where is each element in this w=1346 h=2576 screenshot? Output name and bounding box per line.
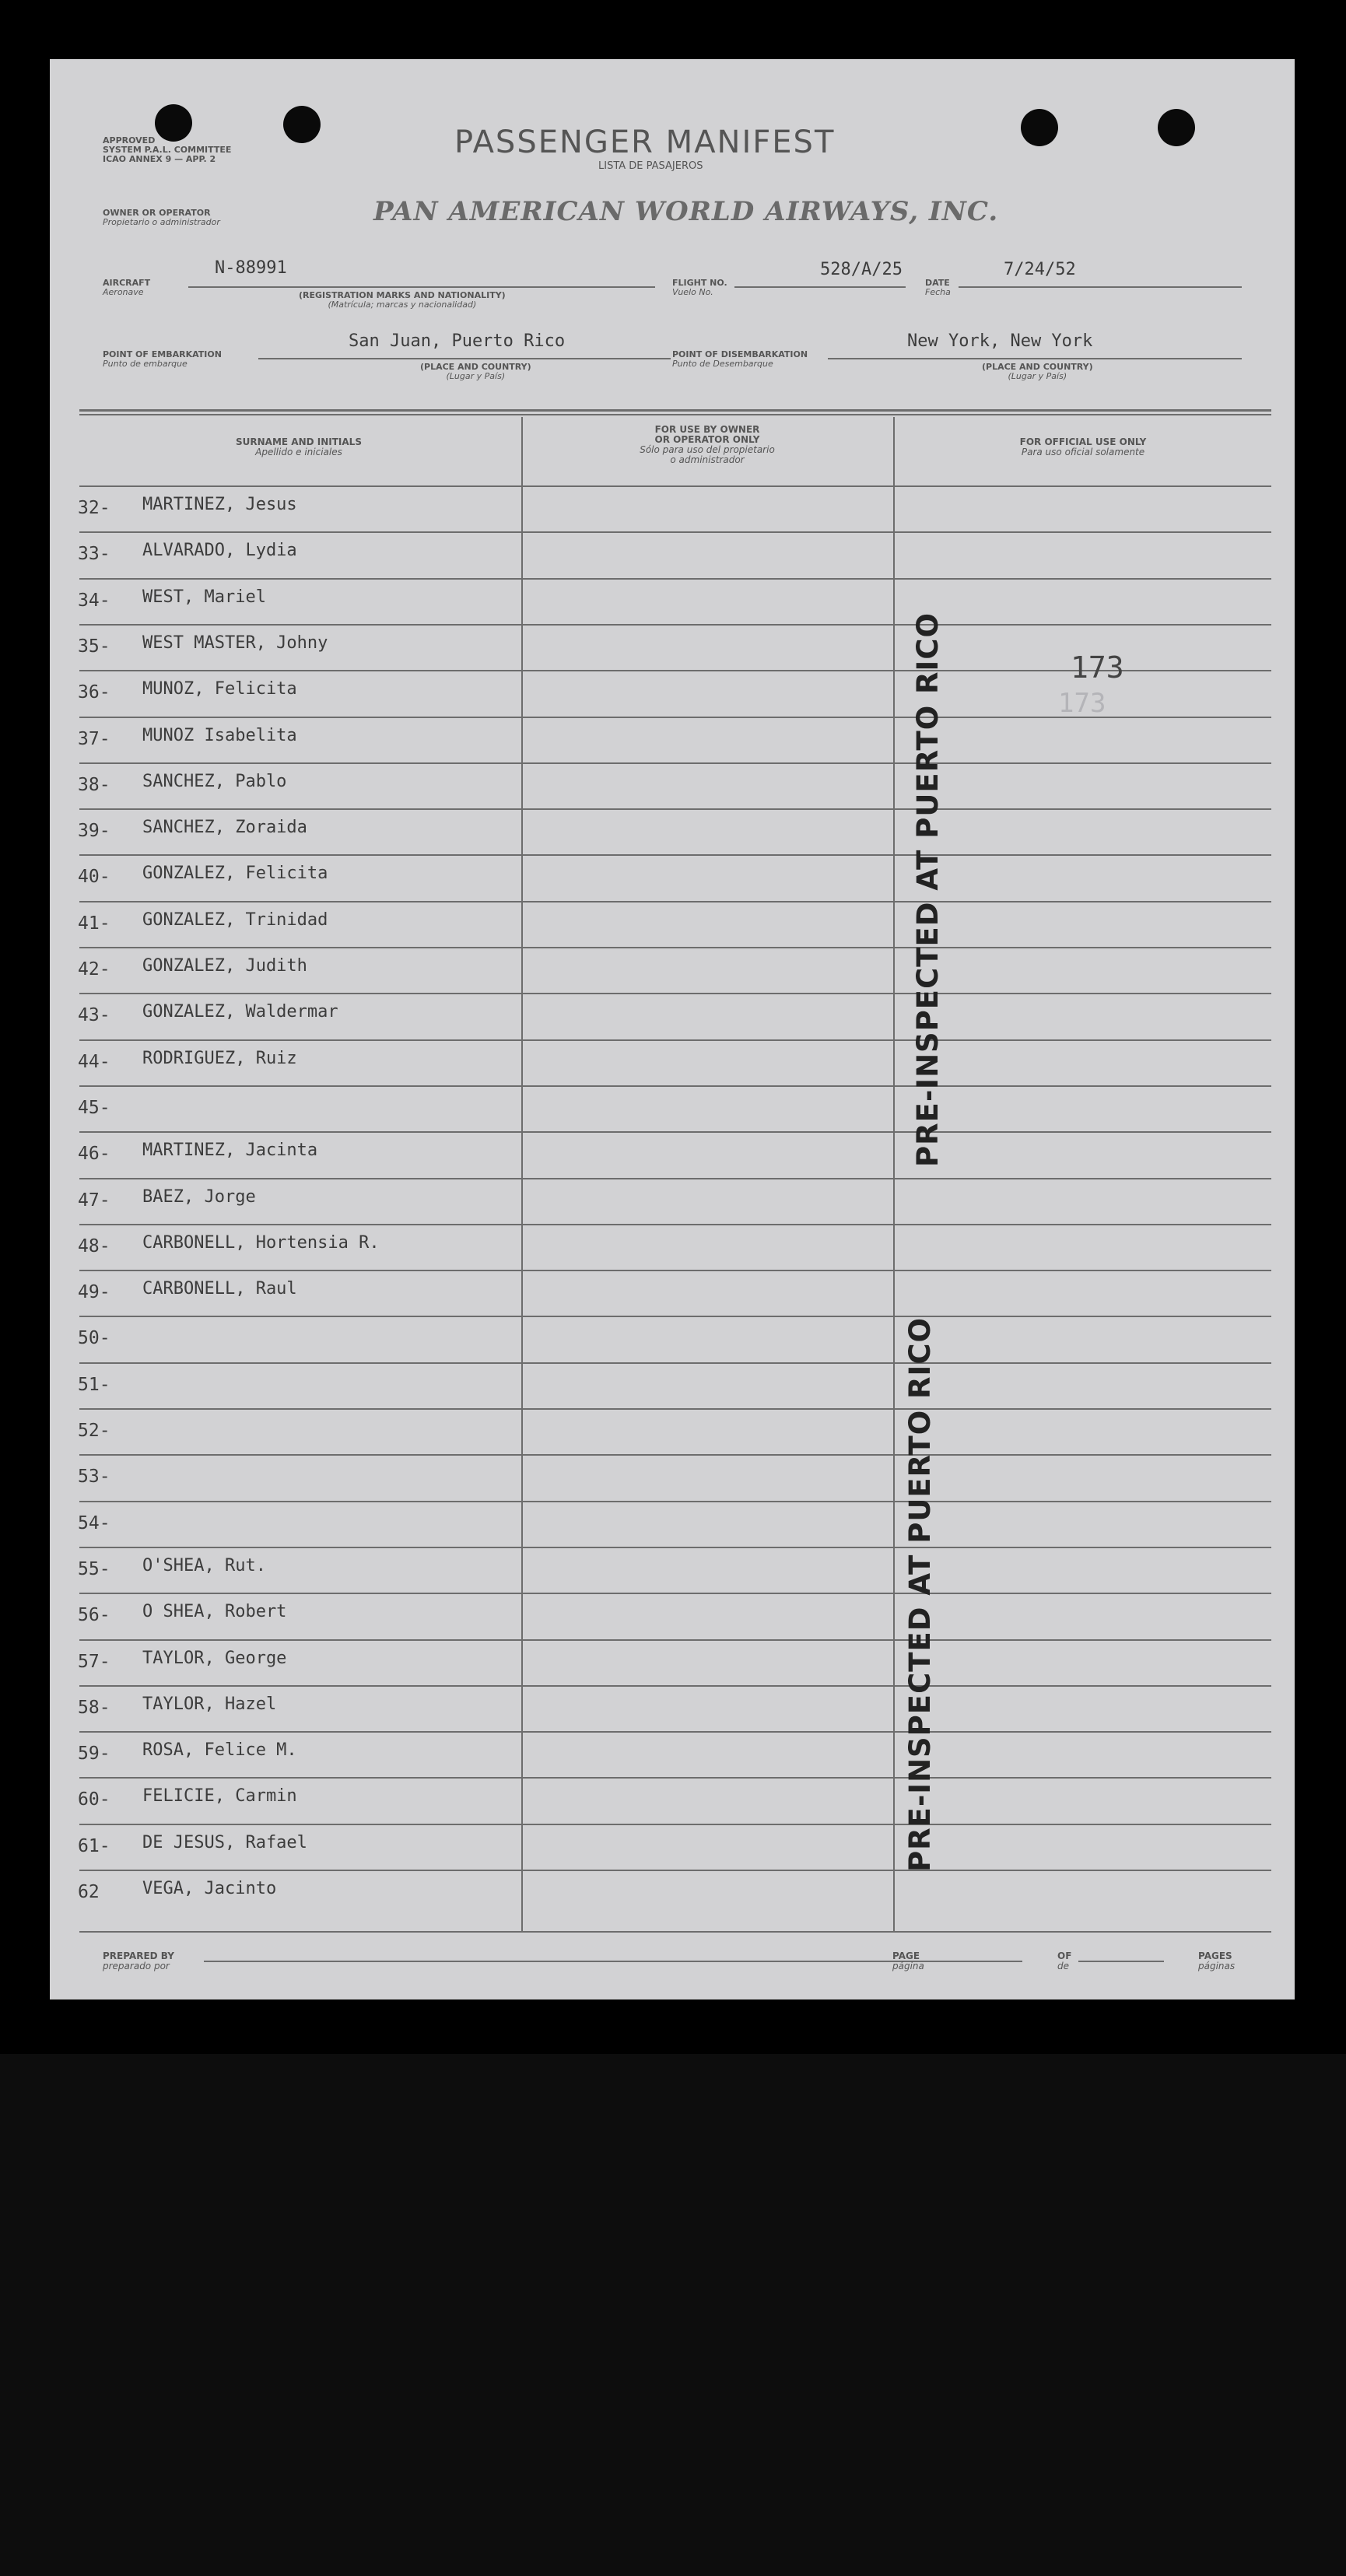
passenger-name: WEST, Mariel [142, 587, 266, 607]
punch-hole-3 [1021, 109, 1058, 146]
row-divider [79, 1593, 1271, 1594]
official-number: 173 [1071, 650, 1124, 685]
row-number: 36- [78, 682, 110, 703]
row-divider [79, 1362, 1271, 1364]
col-head-official-use: FOR OFFICIAL USE ONLY Para uso oficial solamente [1019, 436, 1147, 457]
page-label: PAGE página [892, 1950, 924, 1971]
document-subtitle: LISTA DE PASAJEROS [598, 160, 703, 172]
disembark-value: New York, New York [907, 331, 1093, 351]
passenger-name: MUNOZ Isabelita [142, 725, 297, 745]
row-number: 43- [78, 1005, 110, 1026]
row-number: 51- [78, 1374, 110, 1395]
row-divider [79, 1731, 1271, 1733]
passenger-name: CARBONELL, Raul [142, 1279, 297, 1299]
row-number: 57- [78, 1651, 110, 1672]
row-number: 39- [78, 821, 110, 842]
flight-label: FLIGHT NO. Vuelo No. [672, 278, 727, 297]
date-line [959, 286, 1242, 288]
pre-inspected-stamp-2: PRE-INSPECTED AT PUERTO RICO [903, 1317, 937, 1872]
aircraft-line [188, 286, 655, 288]
row-divider [79, 1039, 1271, 1041]
footer-top-rule [79, 1931, 1271, 1933]
owner-value: PAN AMERICAN WORLD AIRWAYS, INC. [373, 196, 999, 227]
disembark-line [828, 358, 1242, 359]
row-number: 40- [78, 867, 110, 888]
row-number: 37- [78, 728, 110, 749]
official-number-ghost: 173 [1058, 688, 1106, 719]
passenger-name: MARTINEZ, Jesus [142, 495, 297, 514]
pages-label: PAGES páginas [1198, 1950, 1236, 1971]
row-divider [79, 901, 1271, 902]
row-divider [79, 993, 1271, 994]
passenger-name: VEGA, Jacinto [142, 1879, 277, 1898]
row-divider [79, 1131, 1271, 1133]
row-number: 46- [78, 1144, 110, 1165]
row-number: 56- [78, 1605, 110, 1626]
row-number: 41- [78, 913, 110, 934]
passenger-name: ALVARADO, Lydia [142, 541, 297, 561]
row-number: 47- [78, 1190, 110, 1211]
table-top-rule [79, 409, 1271, 412]
document-title: PASSENGER MANIFEST [454, 124, 836, 160]
row-number: 61- [78, 1835, 110, 1856]
passenger-name: TAYLOR, Hazel [142, 1694, 277, 1714]
passenger-name: GONZALEZ, Judith [142, 956, 307, 976]
passenger-name: CARBONELL, Hortensia R. [142, 1232, 380, 1253]
row-divider [79, 1316, 1271, 1317]
row-divider [79, 1085, 1271, 1087]
row-divider [79, 947, 1271, 948]
passenger-name: O SHEA, Robert [142, 1602, 287, 1622]
passenger-name: MARTINEZ, Jacinta [142, 1141, 318, 1161]
manifest-sheet [50, 59, 1295, 1999]
passenger-name: GONZALEZ, Felicita [142, 864, 328, 884]
row-number: 54- [78, 1512, 110, 1533]
row-divider [79, 1270, 1271, 1271]
punch-hole-2 [283, 106, 321, 143]
row-divider [79, 1547, 1271, 1548]
row-number: 62 [78, 1882, 100, 1902]
row-divider [79, 1870, 1271, 1871]
embark-value: San Juan, Puerto Rico [349, 331, 566, 351]
passenger-name: GONZALEZ, Waldermar [142, 1002, 338, 1022]
row-number: 33- [78, 544, 110, 565]
passenger-name: ROSA, Felice M. [142, 1740, 297, 1761]
aircraft-value: N-88991 [215, 258, 287, 278]
row-number: 32- [78, 498, 110, 518]
row-number: 38- [78, 774, 110, 795]
header-bottom-rule [79, 485, 1271, 487]
date-label: DATE Fecha [925, 278, 951, 297]
row-divider [79, 854, 1271, 856]
row-divider [79, 624, 1271, 626]
passenger-name: O'SHEA, Rut. [142, 1555, 266, 1575]
registration-note: (REGISTRATION MARKS AND NATIONALITY) (Matrícula; marcas y nacionalidad) [299, 290, 506, 310]
col-divider-2 [893, 417, 895, 1933]
row-divider [79, 1178, 1271, 1179]
flight-line [734, 286, 906, 288]
row-number: 48- [78, 1235, 110, 1256]
prepared-by-line [204, 1961, 938, 1962]
passenger-name: GONZALEZ, Trinidad [142, 909, 328, 930]
pre-inspected-stamp-1: PRE-INSPECTED AT PUERTO RICO [910, 612, 945, 1167]
row-divider [79, 808, 1271, 810]
of-label: OF de [1057, 1950, 1072, 1971]
row-divider [79, 1501, 1271, 1502]
embark-label: POINT OF EMBARKATION Punto de embarque [103, 349, 222, 369]
scan-background [0, 2054, 1346, 2576]
disembark-label: POINT OF DISEMBARKATION Punto de Desembarque [672, 349, 808, 369]
row-number: 42- [78, 959, 110, 980]
approval-line-2: SYSTEM P.A.L. COMMITTEE [103, 145, 232, 155]
passenger-name: RODRIGUEZ, Ruiz [142, 1048, 297, 1068]
page-line [937, 1961, 1022, 1962]
col-divider-1 [521, 417, 523, 1933]
row-number: 53- [78, 1467, 110, 1488]
embark-line [258, 358, 671, 359]
approval-block [103, 136, 231, 164]
passenger-name: FELICIE, Carmin [142, 1786, 297, 1807]
prepared-by-label: PREPARED BY preparado por [103, 1950, 174, 1971]
row-divider [79, 578, 1271, 580]
row-number: 44- [78, 1051, 110, 1072]
row-divider [79, 531, 1271, 533]
row-number: 60- [78, 1789, 110, 1810]
date-value: 7/24/52 [1004, 260, 1076, 279]
row-number: 52- [78, 1421, 110, 1441]
passenger-name: SANCHEZ, Pablo [142, 771, 287, 791]
row-number: 50- [78, 1328, 110, 1349]
aircraft-label: AIRCRAFT Aeronave [103, 278, 151, 297]
row-divider [79, 1777, 1271, 1779]
row-number: 45- [78, 1097, 110, 1118]
passenger-name: BAEZ, Jorge [142, 1186, 256, 1207]
row-number: 58- [78, 1697, 110, 1718]
passenger-name: DE JESUS, Rafael [142, 1832, 307, 1852]
row-number: 59- [78, 1744, 110, 1765]
passenger-name: MUNOZ, Felicita [142, 679, 297, 699]
embark-place-note: (PLACE AND COUNTRY) (Lugar y País) [420, 362, 531, 381]
row-divider [79, 1408, 1271, 1410]
approval-line-3: ICAO ANNEX 9 — APP. 2 [103, 154, 216, 164]
col-head-owner-use: FOR USE BY OWNER OR OPERATOR ONLY Sólo para uso del propietario o administrador [640, 424, 775, 465]
owner-label: OWNER OR OPERATOR Propietario o administrador [103, 208, 220, 227]
row-divider [79, 1224, 1271, 1225]
row-divider [79, 1824, 1271, 1825]
col-head-surname: SURNAME AND INITIALS Apellido e iniciales [236, 436, 362, 457]
row-number: 35- [78, 636, 110, 657]
passenger-name: WEST MASTER, Johny [142, 633, 328, 653]
row-divider [79, 762, 1271, 764]
row-divider [79, 1454, 1271, 1456]
passenger-name: TAYLOR, George [142, 1648, 287, 1668]
row-divider [79, 1685, 1271, 1687]
approval-line-1: APPROVED [103, 135, 156, 145]
passenger-name: SANCHEZ, Zoraida [142, 818, 307, 838]
row-number: 34- [78, 590, 110, 611]
row-number: 49- [78, 1282, 110, 1303]
punch-hole-4 [1158, 109, 1195, 146]
table-top-rule-2 [79, 414, 1271, 415]
disembark-place-note: (PLACE AND COUNTRY) (Lugar y País) [982, 362, 1093, 381]
row-divider [79, 1639, 1271, 1641]
flight-value: 528/A/25 [820, 260, 903, 279]
row-number: 55- [78, 1558, 110, 1579]
of-line [1078, 1961, 1164, 1962]
